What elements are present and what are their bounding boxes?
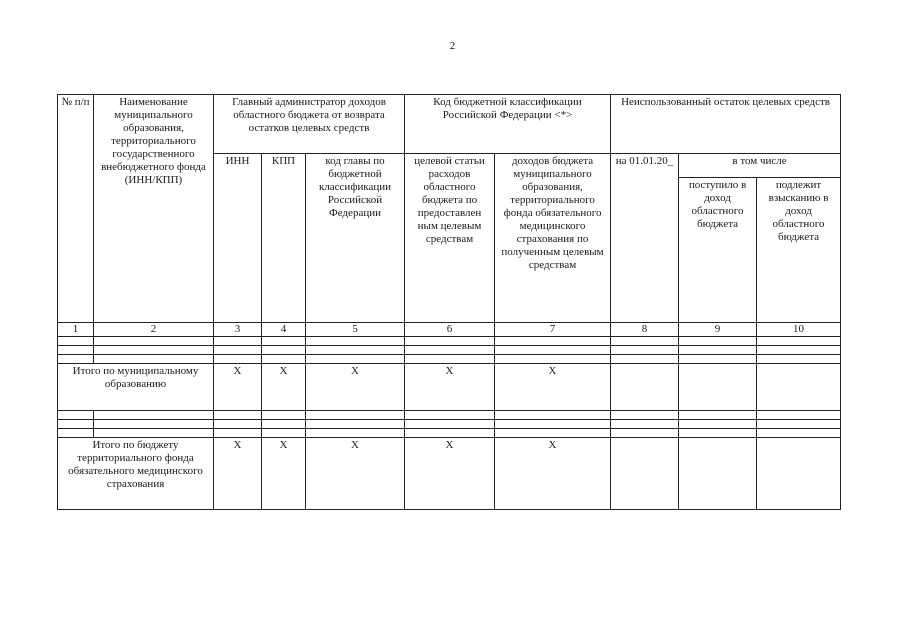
header-rest-received: поступило в доход областного бюджета: [679, 178, 757, 323]
column-number: 6: [405, 323, 495, 337]
blank-row: [58, 346, 841, 355]
x-mark: Х: [306, 438, 405, 510]
blank-row: [58, 429, 841, 438]
total-fund-label: Итого по бюджету территориального фонда обязательного медицинского страхования: [58, 438, 214, 510]
header-admin-code: код главы по бюджетной классификации Российской Федерации: [306, 154, 405, 323]
x-mark: Х: [405, 364, 495, 411]
header-rest-date: на 01.01.20_: [611, 154, 679, 323]
column-number: 4: [262, 323, 306, 337]
header-admin-inn: ИНН: [214, 154, 262, 323]
column-number: 1: [58, 323, 94, 337]
column-number: 9: [679, 323, 757, 337]
budget-remainder-table: [57, 94, 841, 510]
header-admin-kpp: КПП: [262, 154, 306, 323]
header-kbk-income: доходов бюджета муниципального образования, территориального фонда обязательного медицинского страхования по полученным целевым средствам: [495, 154, 611, 323]
column-number: 5: [306, 323, 405, 337]
column-number: 2: [94, 323, 214, 337]
blank-row: [58, 355, 841, 364]
header-rest-incl: в том числе: [679, 154, 841, 178]
x-mark: Х: [495, 364, 611, 411]
x-mark: Х: [306, 364, 405, 411]
blank-row: [58, 337, 841, 346]
blank-row: [58, 411, 841, 420]
total-municipal-row: [58, 364, 841, 411]
column-number: 3: [214, 323, 262, 337]
total-municipal-label: Итого по муниципальному образованию: [58, 364, 214, 411]
column-number: 10: [757, 323, 841, 337]
header-admin-group: Главный администратор доходов областного бюджета от возврата остатков целевых средств: [214, 95, 405, 154]
x-mark: Х: [262, 364, 306, 411]
header-rest-collect: подлежит взысканию в доход областного бюджета: [757, 178, 841, 323]
blank-row: [58, 420, 841, 429]
page-number: 2: [449, 40, 456, 52]
header-col-num: № п/п: [58, 95, 94, 323]
x-mark: Х: [262, 438, 306, 510]
x-mark: Х: [214, 438, 262, 510]
total-fund-row: [58, 438, 841, 510]
x-mark: Х: [495, 438, 611, 510]
header-rest-group: Неиспользованный остаток целевых средств: [611, 95, 841, 154]
header-kbk-target: целевой статьи расходов областного бюджета по предоставлен ным целевым средствам: [405, 154, 495, 323]
column-number: 8: [611, 323, 679, 337]
column-number: 7: [495, 323, 611, 337]
header-kbk-group: Код бюджетной классификации Российской Федерации <*>: [405, 95, 611, 154]
x-mark: Х: [214, 364, 262, 411]
x-mark: Х: [405, 438, 495, 510]
header-col-name: Наименование муниципального образования, территориального государственного внебюджетного фонда (ИНН/КПП): [94, 95, 214, 323]
